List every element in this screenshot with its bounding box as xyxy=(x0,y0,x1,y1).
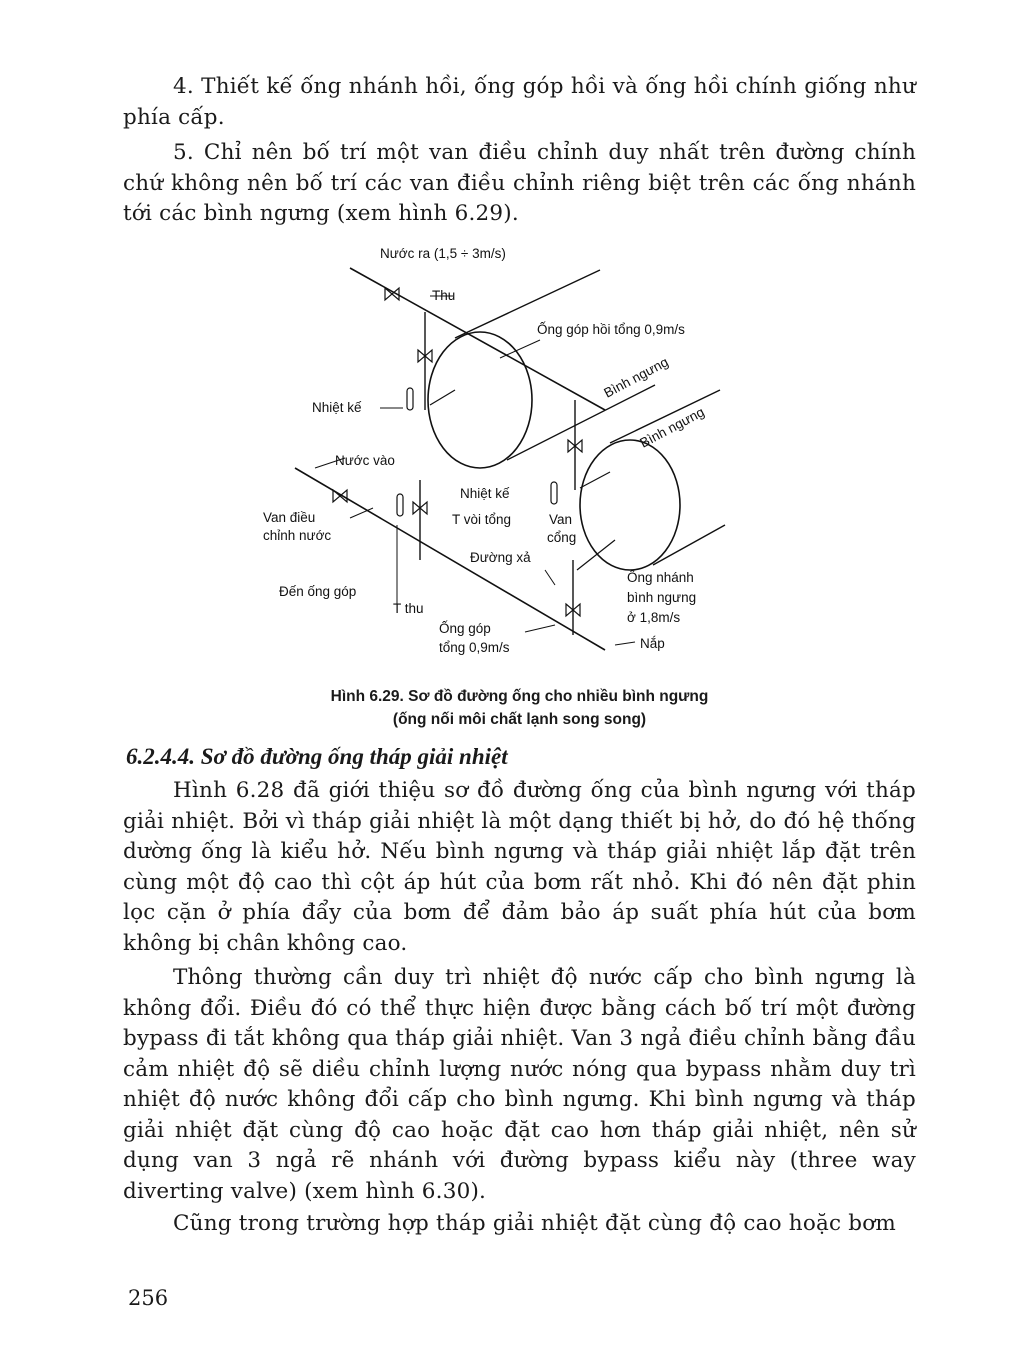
page-number: 256 xyxy=(128,1286,169,1310)
label-ong-nhanh-3: ở 1,8m/s xyxy=(627,610,681,625)
thermometer-icon xyxy=(551,482,557,504)
condenser-1 xyxy=(428,332,532,468)
label-van-cong-1: Van xyxy=(549,512,573,527)
label-van-dieu-2: chỉnh nước xyxy=(263,528,332,543)
label-ong-nhanh-2: bình ngưng xyxy=(627,590,697,605)
condenser-2 xyxy=(580,440,680,570)
label-nhiet-ke-1: Nhiệt kế xyxy=(312,400,362,415)
label-t-voi-tong: T vòi tổng xyxy=(452,512,512,527)
thermometer-icon xyxy=(397,494,403,516)
label-binh-ngung-2: Bình ngưng xyxy=(637,404,707,451)
label-nuoc-ra: Nước ra (1,5 ÷ 3m/s) xyxy=(380,246,506,261)
label-nhiet-ke-2: Nhiệt kế xyxy=(460,486,510,501)
label-van-cong-2: cổng xyxy=(547,530,577,545)
label-ong-gop-tong-1: Ống góp xyxy=(439,621,491,636)
label-t-thu: T thu xyxy=(393,601,424,616)
figure-caption-line2: (ống nối môi chất lạnh song song) xyxy=(392,711,647,728)
label-den-ong-gop: Đến ống góp xyxy=(279,584,357,599)
label-thu: Thu xyxy=(432,288,456,303)
section-heading: 6.2.4.4. Sơ đồ đường ống tháp giải nhiệt xyxy=(126,744,508,769)
label-nap: Nắp xyxy=(640,636,665,651)
pipe-diagram xyxy=(255,240,735,670)
label-binh-ngung-1: Bình ngưng xyxy=(601,354,671,401)
section-paragraph-1: Hình 6.28 đã giới thiệu sơ đồ đường ống của bình ngưng với tháp giải nhiệt. Bởi vì tháp giải nhiệt là một dạng thiết bị hở, do đó hệ thống dường ống là kiểu hở. Nếu bình ngưng và tháp giải nhiệt lắp đặt trên cùng một độ cao thì cột áp hút của bơm rất nhỏ. Khi đó nên đặt phin lọc cặn ở phía đẩy của bơm để đảm bảo áp suất phía hút của bơm không bị chân không cao. xyxy=(123,778,916,956)
label-ong-gop-hoi: Ống góp hồi tổng 0,9m/s xyxy=(537,322,685,337)
section-paragraph-3: Cũng trong trường hợp tháp giải nhiệt đặt cùng độ cao hoặc bơm xyxy=(173,1211,896,1236)
valve-icon xyxy=(333,490,347,502)
return-header-pipe xyxy=(350,268,605,410)
label-nuoc-vao: Nước vào xyxy=(335,453,395,468)
label-van-dieu-1: Van điều xyxy=(263,510,316,525)
paragraph-item-4: 4. Thiết kế ống nhánh hồi, ống góp hồi và ống hồi chính giống như phía cấp. xyxy=(123,74,916,130)
label-ong-nhanh-1: Ống nhánh xyxy=(627,570,694,585)
label-duong-xa: Đường xả xyxy=(470,550,531,565)
paragraph-item-5: 5. Chỉ nên bố trí một van điều chỉnh duy nhất trên đường chính chứ không nên bố trí các van điều chỉnh riêng biệt trên các ống nhánh tới các bình ngưng (xem hình 6.29). xyxy=(123,140,916,226)
figure-caption-line1: Hình 6.29. Sơ đồ đường ống cho nhiều bình ngưng xyxy=(330,688,709,705)
section-paragraph-2: Thông thường cần duy trì nhiệt độ nước cấp cho bình ngưng là không đổi. Điều đó có thể thực hiện được bằng cách bố trí một đường bypass đi tắt không qua tháp giải nhiệt. Van 3 ngả điều chỉnh bằng đầu cảm nhiệt độ sẽ diều chỉnh lượng nước nóng qua bypass nhằm duy trì nhiệt độ nước không đổi cấp cho bình ngưng. Khi bình ngưng và tháp giải nhiệt đặt cùng độ cao hoặc đặt cao hơn tháp giải nhiệt, nên sử dụng van 3 ngả rẽ nhánh với đường bypass kiểu này (three way diverting valve) (xem hình 6.30). xyxy=(123,965,916,1204)
label-ong-gop-tong-2: tổng 0,9m/s xyxy=(439,640,510,655)
thermometer-icon xyxy=(407,388,413,410)
